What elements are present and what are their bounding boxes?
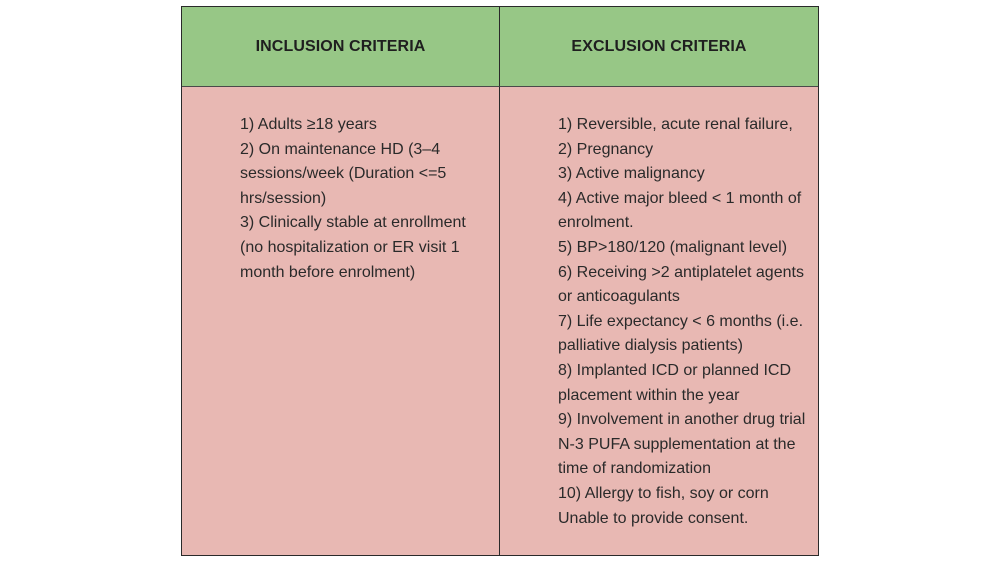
exclusion-item: 5) BP>180/120 (malignant level)	[558, 238, 788, 256]
exclusion-item: 9) Involvement in another drug trial N-3 PUFA supplementation at the time of randomization	[558, 411, 806, 478]
exclusion-item: 1) Reversible, acute renal failure,	[558, 116, 793, 133]
exclusion-item: 2) Pregnancy	[558, 140, 654, 158]
inclusion-criteria-list	[182, 87, 500, 555]
exclusion-item: 6) Receiving >2 antiplatelet agents or anticoagulants	[558, 263, 804, 306]
criteria-table	[181, 6, 819, 556]
inclusion-item: 3) Clinically stable at enrollment (no hospitalization or ER visit 1 month before enrolment)	[240, 214, 466, 281]
exclusion-item: 3) Active malignancy	[558, 165, 705, 183]
exclusion-header: EXCLUSION CRITERIA	[500, 7, 818, 87]
exclusion-item: 10) Allergy to fish, soy or corn	[558, 484, 769, 502]
exclusion-item: 4) Active major bleed < 1 month of enrolment.	[558, 189, 802, 232]
inclusion-item: 2) On maintenance HD (3–4 sessions/week (Duration <=5 hrs/session)	[240, 140, 447, 207]
exclusion-criteria-list	[500, 87, 818, 555]
inclusion-header: INCLUSION CRITERIA	[182, 7, 500, 87]
exclusion-item: 7) Life expectancy < 6 months (i.e. palliative dialysis patients)	[558, 312, 804, 355]
exclusion-item: Unable to provide consent.	[558, 509, 749, 527]
inclusion-item: 1) Adults ≥18 years	[240, 116, 377, 133]
exclusion-item: 8) Implanted ICD or planned ICD placement within the year	[558, 361, 791, 404]
